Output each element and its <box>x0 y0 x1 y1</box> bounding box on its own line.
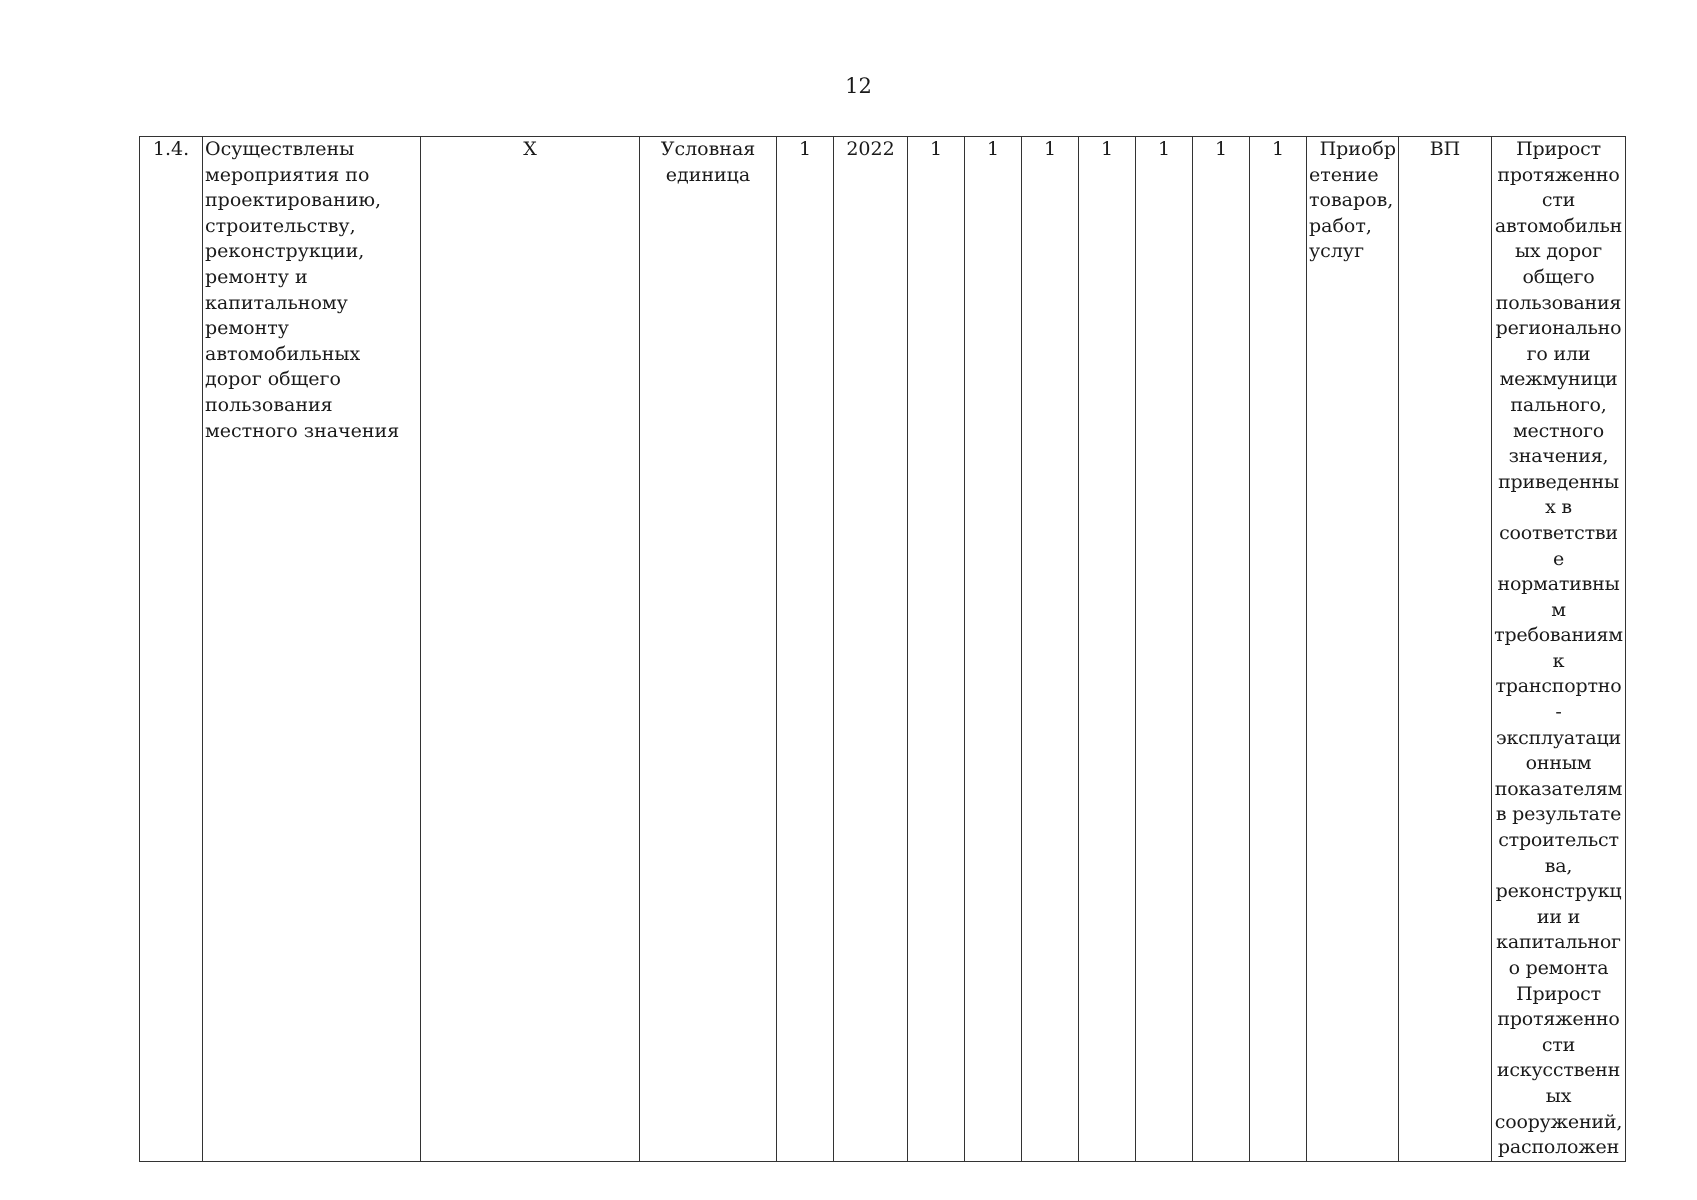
description-line: ва, <box>1544 854 1573 877</box>
indicator-name-line: мероприятия по <box>205 163 370 186</box>
type-line: Приобр <box>1319 138 1396 160</box>
description-line: в результате <box>1495 803 1622 826</box>
description-line: пального, <box>1510 393 1607 416</box>
value: 1 <box>929 138 943 160</box>
description-line: искусственн <box>1496 1059 1621 1082</box>
description-line: расположен <box>1497 1136 1620 1159</box>
description-line: - <box>1555 701 1562 724</box>
code-cell <box>1399 137 1492 1162</box>
description-cell <box>1492 137 1626 1162</box>
description-line: го или <box>1526 342 1591 365</box>
description-line: о ремонта <box>1508 957 1609 979</box>
description-line: м <box>1551 598 1566 621</box>
indicator-name-line: капитальному <box>205 291 348 314</box>
unit-cell <box>640 137 777 1162</box>
description-line: строительст <box>1498 829 1619 852</box>
value-cell <box>1136 137 1193 1162</box>
type-cell <box>1307 137 1399 1162</box>
description-line: значения, <box>1508 445 1609 468</box>
indicator-name-line: автомобильных <box>205 342 361 365</box>
value: 1 <box>1043 138 1057 160</box>
table-row <box>140 137 1626 1162</box>
value-cell <box>1193 137 1250 1162</box>
type-line: товаров, <box>1309 189 1394 212</box>
value-cell <box>1079 137 1136 1162</box>
value: 1 <box>1157 138 1171 160</box>
indicators-table <box>139 136 1626 1162</box>
description-line: сти <box>1541 1033 1576 1056</box>
value-cell <box>1250 137 1307 1162</box>
description-line: общего <box>1522 265 1595 288</box>
page-number: 12 <box>845 74 872 98</box>
description-line: показателям <box>1494 777 1623 800</box>
description-line: ых дорог <box>1515 240 1602 263</box>
indicator-name-cell <box>203 137 421 1162</box>
description-line: Прирост <box>1516 982 1601 1005</box>
description-line: сти <box>1541 189 1576 212</box>
type-line: услуг <box>1309 240 1365 263</box>
indicator-name-line: строительству, <box>205 214 356 237</box>
description-line: эксплуатаци <box>1496 726 1621 749</box>
base-year: 2022 <box>846 138 895 160</box>
description-line: сооружений, <box>1494 1110 1623 1133</box>
description-line: межмуници <box>1499 368 1618 391</box>
description-line: онным <box>1525 752 1592 775</box>
x-mark-cell <box>421 137 640 1162</box>
description-line: регионально <box>1495 317 1622 340</box>
unit-line: Условная <box>660 138 756 160</box>
description-line: пользования <box>1495 291 1622 314</box>
description-line: протяженно <box>1497 1008 1620 1031</box>
description-line: нормативны <box>1497 573 1620 596</box>
description-line: Прирост <box>1516 138 1601 160</box>
row-number: 1.4. <box>152 138 190 160</box>
value: 1 <box>986 138 1000 160</box>
description-line: протяженно <box>1497 163 1620 186</box>
value-cell <box>908 137 965 1162</box>
description-line: ии и <box>1536 905 1581 928</box>
value: 1 <box>1100 138 1114 160</box>
value: 1 <box>1271 138 1285 160</box>
description-line: соответстви <box>1499 521 1618 544</box>
description-line: требованиям <box>1494 624 1623 647</box>
base-value: 1 <box>798 138 812 160</box>
description-line: е <box>1552 547 1565 570</box>
indicator-name-line: реконструкции, <box>205 240 365 263</box>
description-line: к <box>1552 649 1565 672</box>
indicator-name-line: Осуществлены <box>205 138 355 160</box>
x-mark: Х <box>523 138 537 160</box>
value-cell <box>965 137 1022 1162</box>
description-line: транспортно <box>1495 675 1622 698</box>
description-line: приведенны <box>1498 470 1619 493</box>
indicator-name-line: пользования <box>205 393 333 416</box>
base-year-cell <box>834 137 908 1162</box>
indicator-name-line: проектированию, <box>205 189 382 212</box>
description-line: реконструкц <box>1495 880 1622 903</box>
type-line: етение <box>1309 163 1379 186</box>
row-number-cell <box>140 137 203 1162</box>
type-line: работ, <box>1309 214 1372 237</box>
indicator-name-line: ремонту и <box>205 265 308 288</box>
indicator-name-line: дорог общего <box>205 368 341 391</box>
description-line: х в <box>1545 496 1572 519</box>
code: ВП <box>1429 138 1461 160</box>
description-line: автомобильн <box>1494 214 1623 237</box>
base-value-cell <box>777 137 834 1162</box>
description-line: капитальног <box>1496 931 1621 954</box>
value-cell <box>1022 137 1079 1162</box>
value: 1 <box>1214 138 1228 160</box>
description-line: местного <box>1512 419 1605 442</box>
unit-line: единица <box>665 163 751 186</box>
indicator-name-line: местного значения <box>205 419 400 442</box>
indicator-name-line: ремонту <box>205 317 289 340</box>
description-line: ых <box>1545 1084 1572 1107</box>
